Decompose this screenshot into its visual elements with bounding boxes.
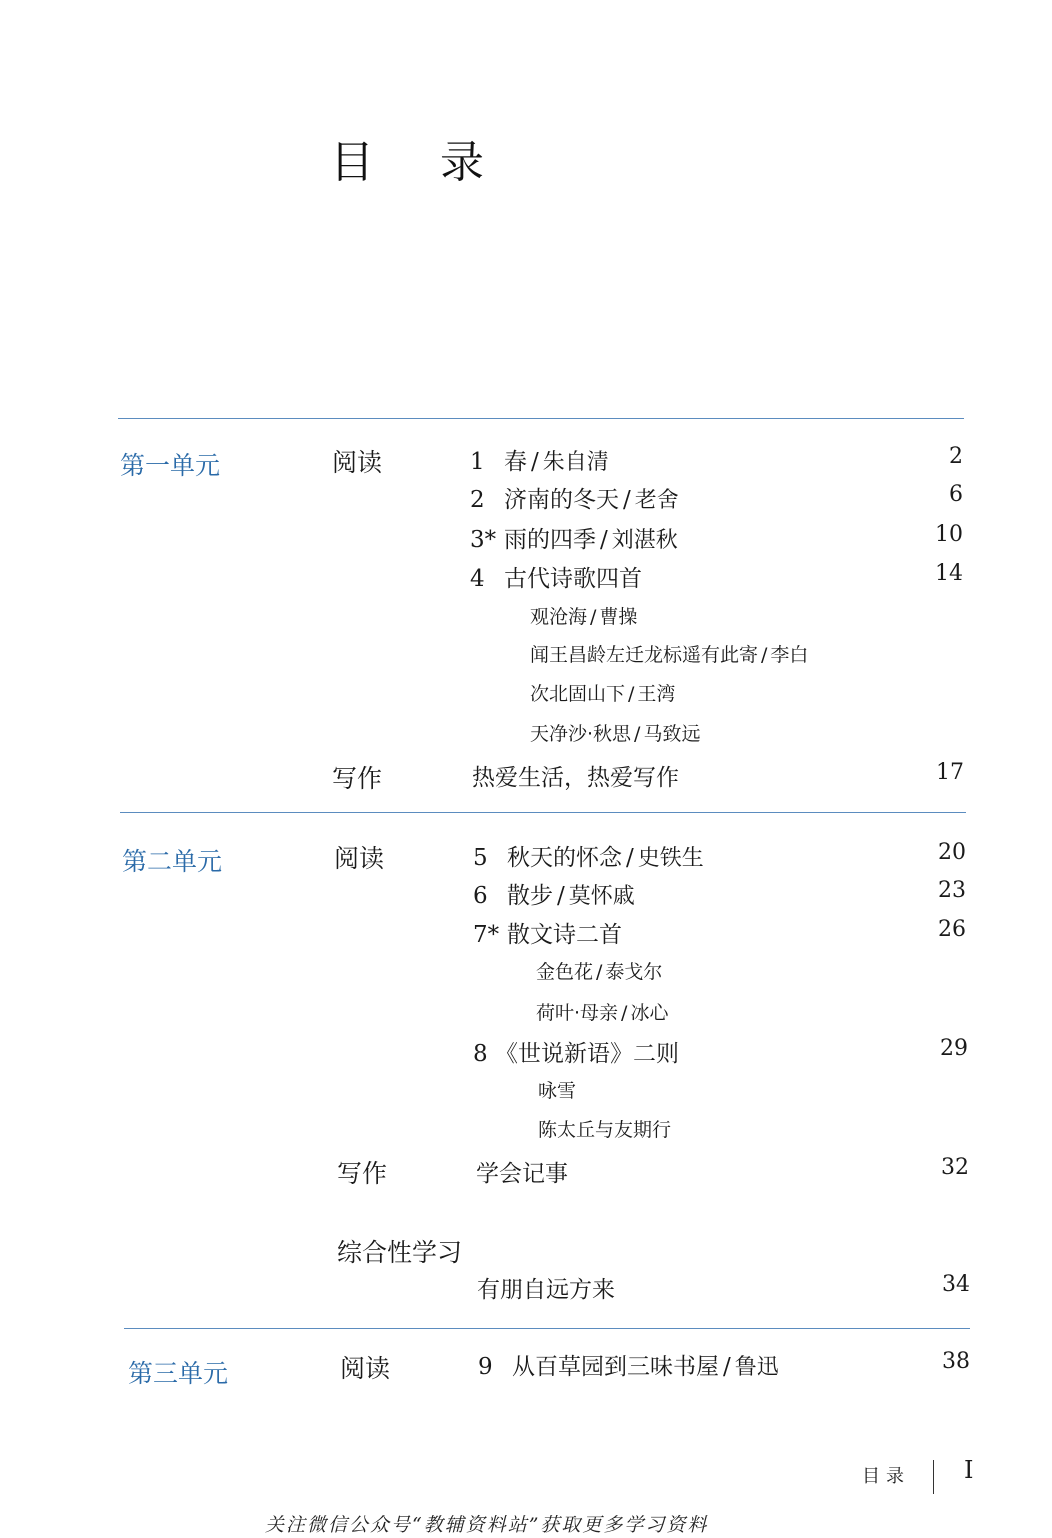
entry-number: 9: [478, 1354, 493, 1380]
separator: /: [531, 449, 539, 475]
entry-title: 从百草园到三味书屋: [512, 1354, 719, 1380]
toc-subentry[interactable]: [530, 640, 808, 667]
page-number: 2: [949, 444, 963, 469]
page-number: 6: [949, 482, 963, 507]
unit-divider: [124, 1328, 970, 1329]
page-number: 29: [940, 1036, 968, 1061]
entry-number: 5: [473, 845, 488, 871]
page-number: 14: [935, 561, 963, 586]
entry-title: 济南的冬天: [504, 487, 619, 513]
separator: /: [628, 683, 635, 705]
subentry-author: 泰戈尔: [605, 961, 663, 983]
unit-divider: [118, 418, 964, 419]
toc-entry[interactable]: [470, 521, 678, 554]
page-number: 32: [941, 1155, 969, 1180]
entry-number: 4: [470, 566, 485, 592]
entry-title: 雨的四季: [504, 527, 596, 553]
toc-subentry[interactable]: [530, 602, 637, 629]
section-label: 阅读: [340, 1354, 391, 1383]
separator: /: [621, 1002, 628, 1024]
section-label: 写作: [332, 764, 383, 793]
toc-entry[interactable]: [472, 759, 679, 792]
toc-subentry[interactable]: [538, 1115, 671, 1142]
entry-title: 秋天的怀念: [507, 845, 622, 871]
toc-entry[interactable]: [473, 877, 635, 910]
section-label: 写作: [337, 1159, 388, 1188]
separator: /: [596, 961, 603, 983]
entry-title: 古代诗歌四首: [504, 566, 642, 592]
toc-entry[interactable]: [473, 916, 622, 949]
separator: /: [634, 723, 641, 745]
subentry-author: 冰心: [630, 1002, 669, 1024]
watermark-text: 关注微信公众号“教辅资料站”获取更多学习资料: [265, 1514, 709, 1536]
unit-name: 第二单元: [122, 847, 223, 876]
toc-subentry[interactable]: [536, 957, 662, 984]
separator: /: [623, 487, 631, 513]
entry-author: 刘湛秋: [611, 528, 678, 553]
entry-title: 热爱生活，热爱写作: [472, 765, 679, 791]
entry-title: 散文诗二首: [507, 922, 622, 948]
toc-entry[interactable]: [470, 443, 609, 476]
separator: /: [590, 606, 597, 628]
page-title: 目 录: [330, 137, 510, 188]
entry-number: 8: [473, 1041, 488, 1067]
entry-title: 有朋自远方来: [477, 1277, 615, 1303]
toc-subentry[interactable]: [530, 679, 675, 706]
toc-entry[interactable]: [477, 1271, 615, 1304]
page-number: 23: [938, 878, 966, 903]
page-number: 34: [942, 1272, 970, 1297]
subentry-author: 曹操: [599, 606, 638, 628]
entry-title: 春: [504, 449, 527, 475]
subentry-title: 陈太丘与友期行: [538, 1119, 672, 1141]
toc-entry[interactable]: [478, 1348, 779, 1381]
entry-title: 学会记事: [476, 1161, 568, 1187]
section-label: 阅读: [332, 448, 383, 477]
subentry-title: 金色花: [536, 961, 594, 983]
subentry-title: 荷叶·母亲: [536, 1002, 619, 1024]
subentry-title: 次北固山下: [530, 683, 626, 705]
footer-label: 目录: [862, 1466, 910, 1487]
entry-number: 3*: [470, 527, 497, 553]
page-number: 20: [938, 840, 966, 865]
toc-entry[interactable]: [470, 481, 679, 514]
toc-subentry[interactable]: [538, 1076, 576, 1103]
entry-author: 莫怀戚: [568, 884, 635, 909]
separator: /: [557, 883, 565, 909]
page-number: 17: [936, 760, 964, 785]
subentry-author: 马致远: [643, 723, 701, 745]
separator: /: [626, 845, 634, 871]
toc-entry[interactable]: [473, 839, 704, 872]
toc-subentry[interactable]: [530, 719, 700, 746]
footer-separator: [933, 1460, 934, 1494]
subentry-title: 闻王昌龄左迁龙标遥有此寄: [530, 644, 759, 666]
toc-subentry[interactable]: [536, 998, 668, 1025]
entry-number: 2: [470, 487, 485, 513]
unit-name: 第一单元: [120, 451, 221, 480]
subentry-title: 咏雪: [538, 1080, 577, 1102]
page-number: 38: [942, 1349, 970, 1374]
entry-title: 散步: [507, 883, 553, 909]
entry-author: 老舍: [634, 488, 679, 513]
unit-name: 第三单元: [128, 1359, 229, 1388]
subentry-title: 天净沙·秋思: [530, 723, 632, 745]
section-label: 阅读: [334, 844, 385, 873]
subentry-author: 李白: [770, 644, 809, 666]
unit-divider: [120, 812, 966, 813]
toc-entry[interactable]: [476, 1155, 568, 1188]
subentry-title: 观沧海: [530, 606, 588, 628]
entry-author: 史铁生: [637, 846, 704, 871]
separator: /: [600, 527, 608, 553]
page-number: 10: [935, 522, 963, 547]
entry-number: 1: [470, 449, 485, 475]
subentry-author: 王湾: [637, 683, 676, 705]
toc-entry[interactable]: [470, 560, 642, 593]
page-number: 26: [938, 917, 966, 942]
separator: /: [761, 644, 768, 666]
entry-number: 7*: [473, 922, 500, 948]
section-label: 综合性学习: [337, 1238, 463, 1267]
separator: /: [723, 1354, 731, 1380]
entry-number: 6: [473, 883, 488, 909]
footer-page-number: I: [964, 1456, 974, 1484]
toc-entry[interactable]: [473, 1035, 679, 1068]
entry-title: 《世说新语》二则: [495, 1041, 679, 1067]
entry-author: 朱自清: [542, 450, 609, 475]
entry-author: 鲁迅: [734, 1355, 779, 1380]
